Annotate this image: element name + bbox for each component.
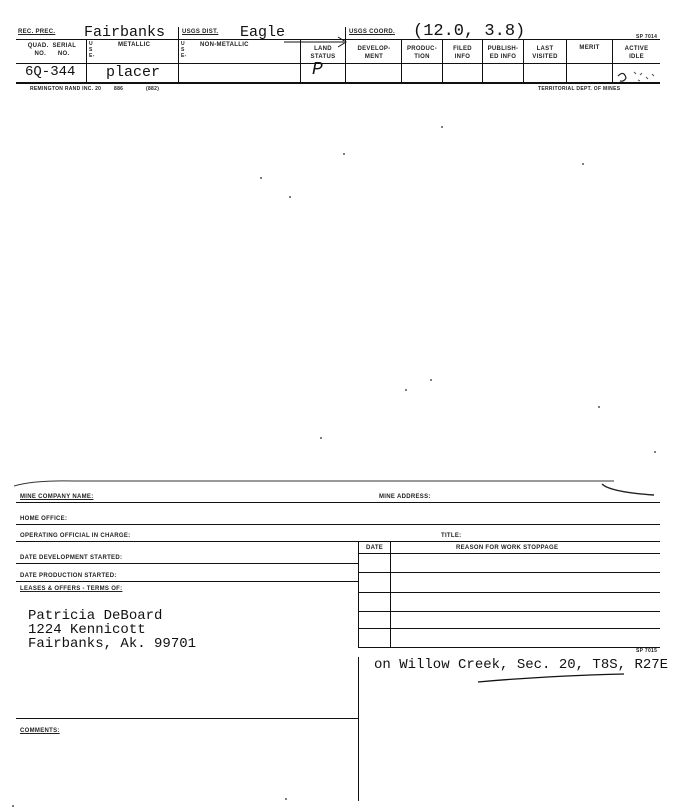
leases-label: LEASES & OFFERS - TERMS OF: (20, 586, 123, 592)
lessee-street: 1224 Kennicott (28, 622, 146, 638)
date-development-label: DATE DEVELOPMENT STARTED: (20, 555, 123, 561)
usgs-coord-value: (12.0, 3.8) (413, 22, 526, 41)
land-status-header: LAND STATUS (310, 46, 336, 60)
active-idle-mark-icon (614, 64, 660, 84)
printer-code-2: (882) (146, 86, 160, 92)
published-info-header: PUBLISH- ED INFO (487, 46, 519, 60)
non-metallic-header: NON-METALLIC (200, 42, 249, 48)
form-number-lower: SP 7015 (636, 648, 658, 654)
rec-prec-value: Fairbanks (84, 24, 166, 41)
usgs-coord-label: USGS COORD. (349, 29, 395, 35)
development-header: DEVELOP- MENT (357, 46, 391, 60)
metallic-use-prefix: U S E- (89, 41, 95, 59)
location-text: on Willow Creek, Sec. 20, T8S, R27E (374, 657, 669, 673)
quad-serial-header: QUAD. SERIAL NO. NO. (27, 43, 77, 57)
operating-official-label: OPERATING OFFICIAL IN CHARGE: (20, 533, 131, 539)
home-office-label: HOME OFFICE: (20, 516, 68, 522)
location-underline (474, 670, 634, 686)
mine-address-label: MINE ADDRESS: (379, 494, 431, 500)
mine-company-name-label: MINE COMPANY NAME: (20, 494, 94, 500)
comments-label: COMMENTS: (20, 728, 60, 734)
usgs-dist-value: Eagle (240, 24, 286, 41)
non-metallic-use-prefix: U S E- (181, 41, 187, 59)
department-label: TERRITORIAL DEPT. OF MINES (538, 86, 621, 92)
date-production-label: DATE PRODUCTION STARTED: (20, 573, 117, 579)
rec-prec-label: REC. PREC. (18, 29, 56, 35)
lessee-name: Patricia DeBoard (28, 608, 163, 624)
date-header: DATE (366, 545, 384, 551)
land-status-mark: P (312, 60, 323, 80)
printer-label: REMINGTON RAND INC. 20 (30, 86, 102, 92)
form-top-rule (14, 478, 664, 500)
merit-header: MERIT (579, 45, 600, 51)
lessee-city: Fairbanks, Ak. 99701 (28, 636, 197, 652)
title-label: TITLE: (441, 533, 462, 539)
last-visited-header: LAST VISITED (532, 46, 558, 60)
metallic-value: placer (106, 64, 161, 81)
production-header: PRODUC- TION (406, 46, 438, 60)
quad-serial-value: 6Q-344 (25, 64, 76, 80)
reason-header: REASON FOR WORK STOPPAGE (456, 545, 559, 551)
form-number-top: SP 7014 (636, 34, 658, 40)
active-idle-header: ACTIVE IDLE (624, 46, 649, 60)
filed-info-header: FILED INFO (453, 46, 472, 60)
metallic-header: METALLIC (118, 42, 151, 48)
printer-code-1: 886 (114, 86, 124, 92)
usgs-dist-label: USGS DIST. (182, 29, 219, 35)
